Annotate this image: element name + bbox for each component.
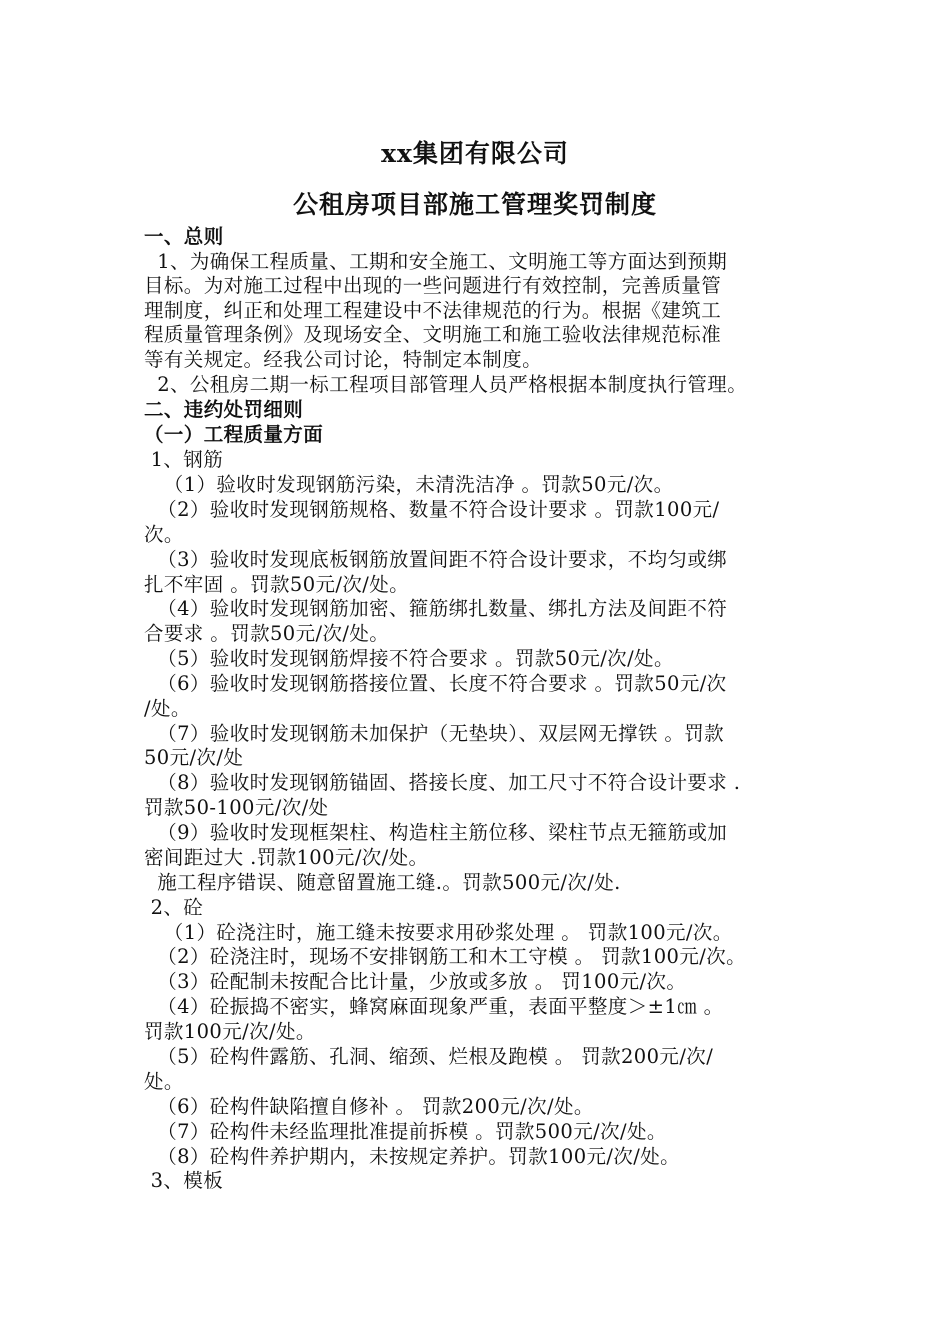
body-line: （8）验收时发现钢筋锚固、搭接长度、加工尺寸不符合设计要求 . — [144, 771, 741, 794]
body-line: 程质量管理条例》及现场安全、文明施工和施工验收法律规范标准 — [144, 323, 722, 346]
body-line: 处。 — [144, 1070, 184, 1093]
body-line: 目标。为对施工过程中出现的一些问题进行有效控制，完善质量管 — [144, 274, 722, 297]
body-line: 合要求 。罚款50元/次/处。 — [144, 622, 390, 645]
body-line: （7）验收时发现钢筋未加保护（无垫块）、双层网无撑铁 。罚款 — [144, 722, 725, 745]
item-heading-rebar: 1、钢筋 — [144, 448, 224, 471]
body-line: 次。 — [144, 523, 184, 546]
body-line: （2）验收时发现钢筋规格、数量不符合设计要求 。罚款100元/ — [144, 498, 720, 521]
body-line: （2）砼浇注时，现场不安排钢筋工和木工守模 。 罚款100元/次。 — [144, 945, 746, 968]
body-line: （6）砼构件缺陷擅自修补 。 罚款200元/次/处。 — [144, 1095, 594, 1118]
body-line: （1）砼浇注时，施工缝未按要求用砂浆处理 。 罚款100元/次。 — [144, 921, 733, 944]
body-line: （8）砼构件养护期内，未按规定养护。罚款100元/次/处。 — [144, 1145, 681, 1168]
body-line: 施工程序错误、随意留置施工缝.。罚款500元/次/处. — [144, 871, 621, 894]
body-line: （4）验收时发现钢筋加密、箍筋绑扎数量、绑扎方法及间距不符 — [144, 597, 728, 620]
body-line: （3）砼配制未按配合比计量，少放或多放 。 罚100元/次。 — [144, 970, 687, 993]
body-line: （6）验收时发现钢筋搭接位置、长度不符合要求 。罚款50元/次 — [144, 672, 727, 695]
item-heading-formwork: 3、模板 — [144, 1169, 224, 1192]
body-line: 罚款100元/次/处。 — [144, 1020, 316, 1043]
item-heading-concrete: 2、砼 — [144, 896, 204, 919]
document-title: 公租房项目部施工管理奖罚制度 — [292, 190, 657, 219]
body-line: 罚款50-100元/次/处 — [144, 796, 329, 819]
section-heading-penalties: 二、违约处罚细则 — [144, 398, 304, 421]
body-line: 等有关规定。经我公司讨论，特制定本制度。 — [144, 348, 543, 371]
body-line: （5）砼构件露筋、孔洞、缩颈、烂根及跑模 。 罚款200元/次/ — [144, 1045, 714, 1068]
section-heading-general: 一、总则 — [144, 225, 224, 248]
company-title: xx集团有限公司 — [381, 139, 569, 168]
body-line: 扎不牢固 。罚款50元/次/处。 — [144, 573, 410, 596]
body-line: 1、为确保工程质量、工期和安全施工、文明施工等方面达到预期 — [144, 250, 728, 273]
body-line: （4）砼振捣不密实，蜂窝麻面现象严重，表面平整度＞±1㎝ 。 — [144, 995, 724, 1018]
body-line: /处。 — [144, 697, 191, 720]
body-line: （5）验收时发现钢筋焊接不符合要求 。罚款50元/次/处。 — [144, 647, 674, 670]
body-line: （1）验收时发现钢筋污染，未清洗洁净 。罚款50元/次。 — [144, 473, 674, 496]
body-line: （3）验收时发现底板钢筋放置间距不符合设计要求，不均匀或绑 — [144, 548, 728, 571]
body-line: 50元/次/处 — [144, 746, 244, 769]
body-line: 密间距过大 .罚款100元/次/处。 — [144, 846, 429, 869]
body-line: （7）砼构件未经监理批准提前拆模 。罚款500元/次/处。 — [144, 1120, 667, 1143]
body-line: （9）验收时发现框架柱、构造柱主筋位移、梁柱节点无箍筋或加 — [144, 821, 728, 844]
body-line: 2、公租房二期一标工程项目部管理人员严格根据本制度执行管理。 — [144, 373, 748, 396]
body-line: 理制度，纠正和处理工程建设中不法律规范的行为。根据《建筑工 — [144, 299, 722, 322]
subsection-heading-quality: （一）工程质量方面 — [144, 423, 324, 446]
